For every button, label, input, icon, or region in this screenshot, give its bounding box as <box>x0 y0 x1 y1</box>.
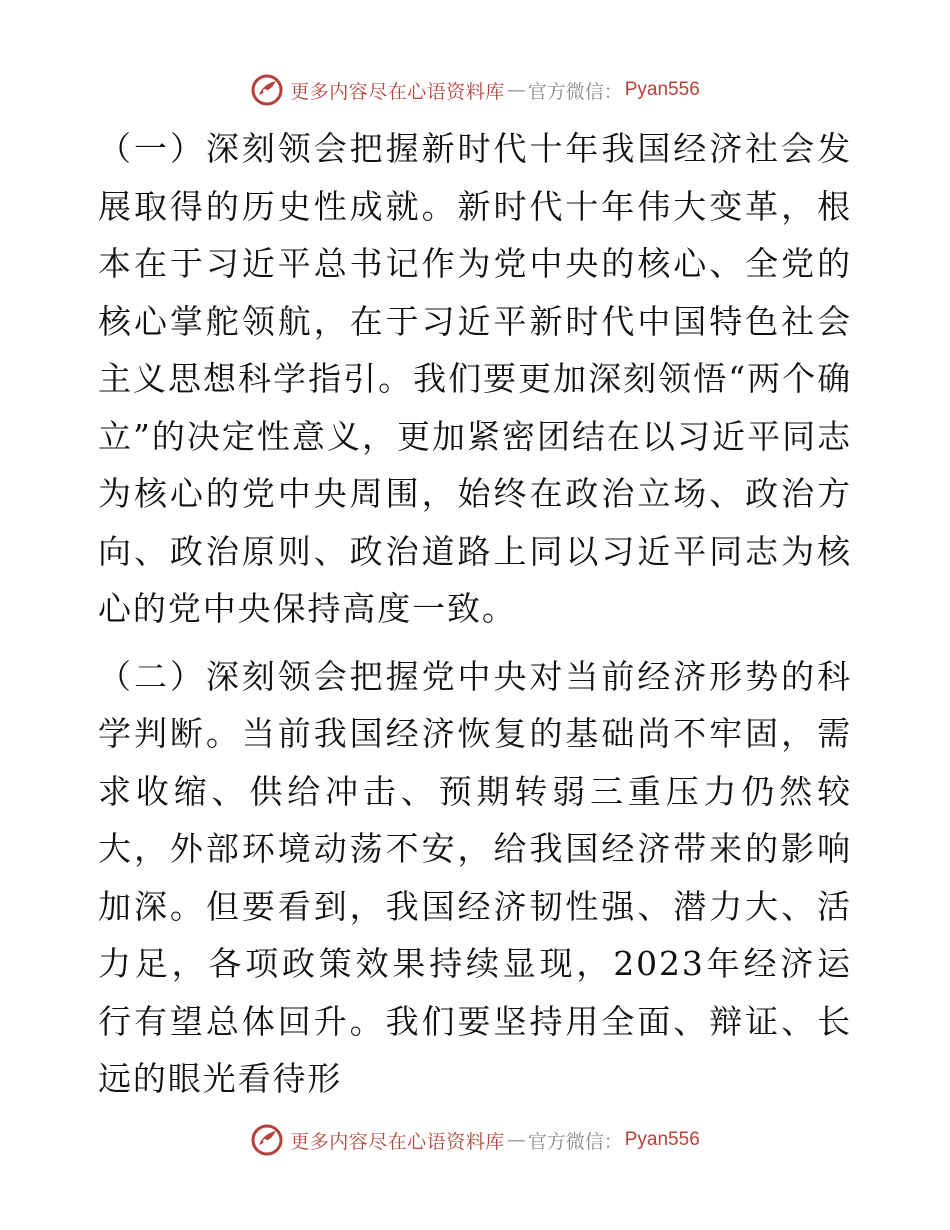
watermark-id: Pyan556 <box>624 79 700 100</box>
pen-logo-icon <box>250 1123 284 1157</box>
paragraph-1: （一）深刻领会把握新时代十年我国经济社会发展取得的历史性成就。新时代十年伟大变革，根本在于习近平总书记作为党中央的核心、全党的核心掌舵领航，在于习近平新时代中国特色社会主义思想科学指引。我们要更加深刻领悟“两个确立”的决定性意义，更加紧密团结在以习近平同志为核心的党中央周围，始终在政治立场、政治方向、政治原则、政治道路上同以习近平同志为核心的党中央保持高度一致。 <box>98 129 852 628</box>
watermark-text: 更多内容尽在心语资料库 <box>290 80 505 103</box>
watermark-separator: — <box>506 79 526 101</box>
pen-logo-icon <box>250 73 284 107</box>
header-watermark <box>0 70 950 110</box>
watermark-sub: 官方微信： <box>527 80 623 103</box>
watermark-text: 更多内容尽在心语资料库 <box>290 1130 505 1153</box>
footer-watermark <box>0 1120 950 1160</box>
watermark-separator: — <box>506 1129 526 1151</box>
watermark-sub: 官方微信： <box>527 1130 623 1153</box>
watermark-id: Pyan556 <box>624 1129 700 1150</box>
paragraph-2: （二）深刻领会把握党中央对当前经济形势的科学判断。当前我国经济恢复的基础尚不牢固，需求收缩、供给冲击、预期转弱三重压力仍然较大，外部环境动荡不安，给我国经济带来的影响加深。但要看到，我国经济韧性强、潜力大、活力足，各项政策效果持续显现，2023年经济运行有望总体回升。我们要坚持用全面、辩证、长远的眼光看待形 <box>98 656 852 1098</box>
document-body <box>98 120 852 1108</box>
